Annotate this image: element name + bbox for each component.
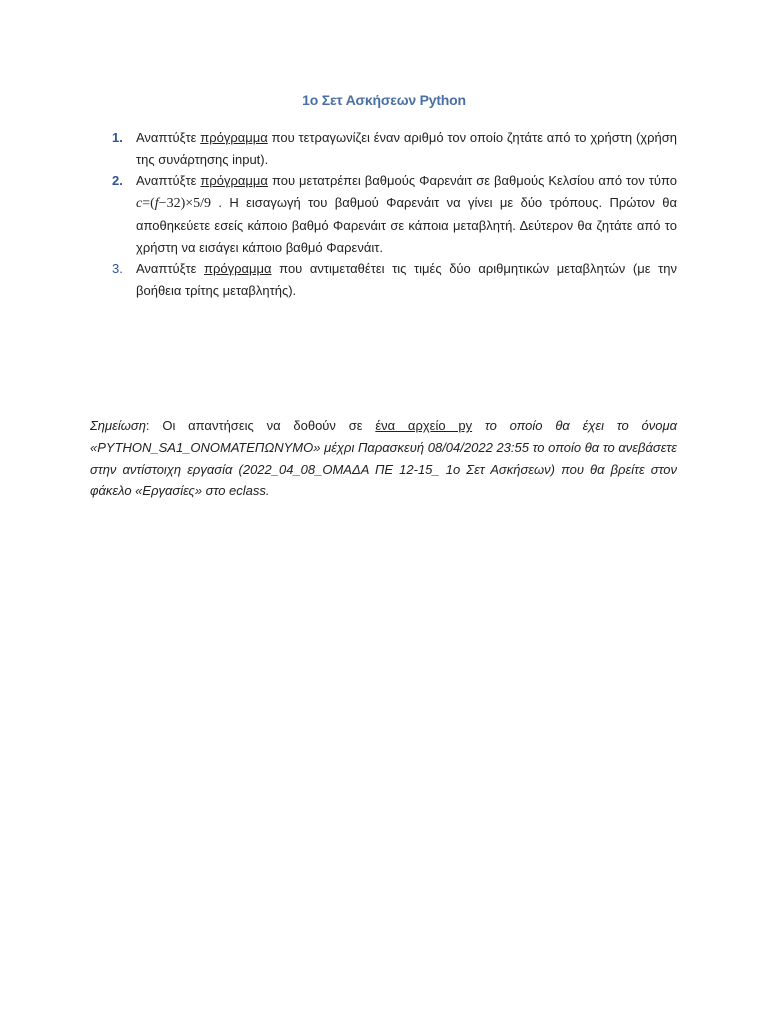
note-part-1: : Οι απαντήσεις να δοθούν σε [145,418,376,433]
exercise-intro: Αναπτύξτε [136,130,201,145]
submission-note [90,415,677,502]
exercise-text-before-formula: που μετατρέπει βαθμούς Φαρενάιτ σε βαθμούς Κελσίου από τον τύπο [271,173,677,189]
exercise-intro: Αναπτύξτε [136,173,201,189]
exercise-text-after-formula: . Η εισαγωγή του βαθμού Φαρενάιτ να γίνει με δύο τρόπους. Πρώτον θα αποθηκεύετε εσείς κάποιο βαθμό Φαρενάιτ σε κάποια μεταβλητή. Δεύτερον θα ζητάτε από το χρήστη να εισάγει κάποιο βαθμό Φαρενάιτ. [136,195,677,255]
exercise-item-1 [112,127,677,170]
exercise-number: 2. [112,173,123,189]
exercise-text: που αντιμεταθέτει τις τιμές δύο αριθμητικών μεταβλητών (με την βοήθεια τρίτης μεταβλητής). [136,261,677,298]
formula-eq: =( [142,196,155,212]
note-part-2: το οποίο θα έχει το όνομα «PYTHON_SA1_ΟΝΟΜΑΤΕΠΩΝΥΜΟ» μέχρι Παρασκευή 08/04/2022 23:55 το οποίο θα το ανεβάσετε στην αντίστοιχη εργασία (2022_04_08_ΟΜΑΔΑ ΠΕ 12-15_ 1ο Σετ Ασκήσεων) που θα βρείτε στον φάκελο «Εργασίες» στο eclass. [90,418,677,499]
exercise-program-word: πρόγραμμα [200,130,268,145]
exercise-list [112,127,677,302]
exercise-text: που τετραγωνίζει έναν αριθμό τον οποίο ζητάτε από το χρήστη (χρήση της συνάρτησης input). [136,130,677,167]
exercise-intro: Αναπτύξτε [136,261,205,277]
note-file-py: ένα αρχείο py [375,418,473,433]
exercise-item-3 [112,258,677,301]
document-title: 1ο Σετ Ασκήσεων Python [302,92,466,108]
exercise-number: 1. [112,130,123,145]
note-label: Σημείωση [90,418,146,433]
formula-lhs: c [136,196,143,212]
formula-rest: −32)×5/9 [158,196,212,212]
exercise-item-2 [112,170,677,258]
exercise-program-word: πρόγραμμα [204,261,272,277]
formula-var: f [154,196,159,212]
exercise-program-word: πρόγραμμα [200,173,268,189]
exercise-number: 3. [112,261,123,277]
conversion-formula [136,196,211,211]
